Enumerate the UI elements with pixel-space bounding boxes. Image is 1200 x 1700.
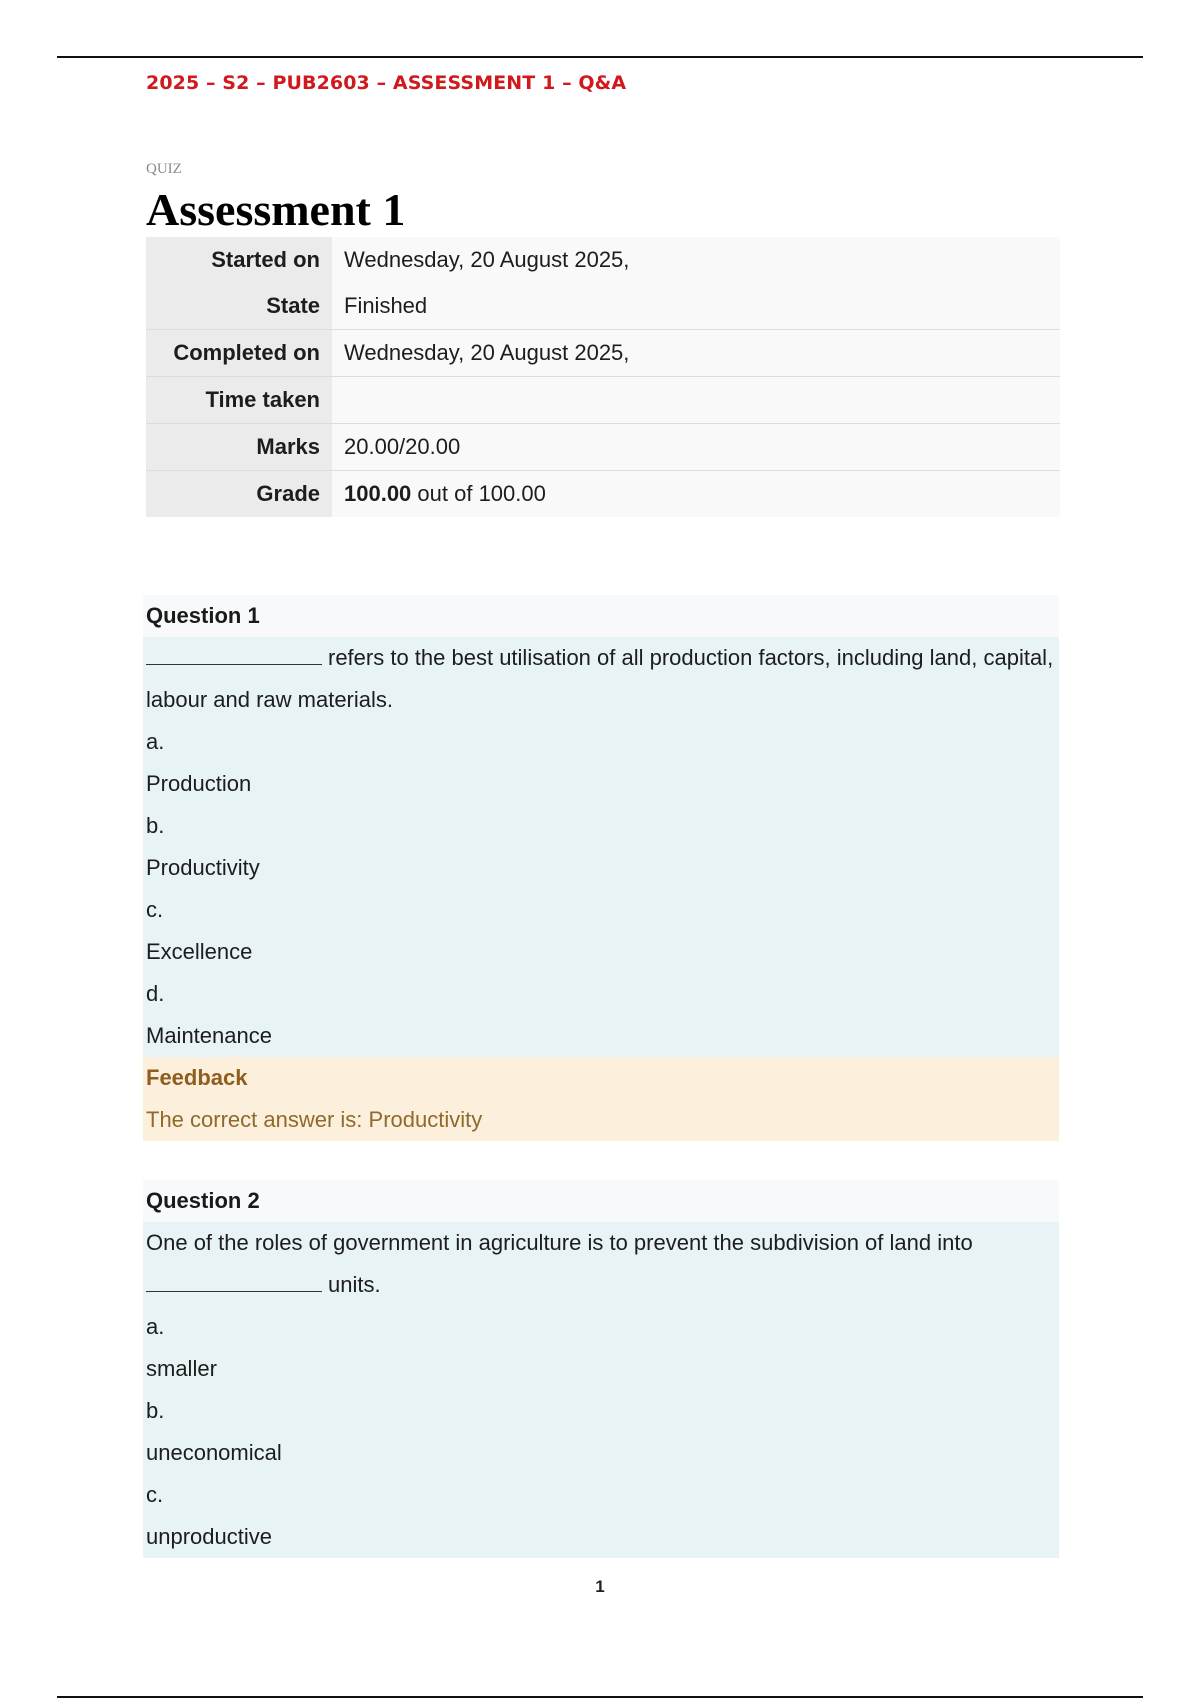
summary-label: Started on (146, 237, 332, 283)
summary-value: Wednesday, 20 August 2025, (332, 330, 1060, 377)
question-text (146, 637, 1056, 721)
option-letter: c. (146, 1482, 164, 1507)
option-letter: d. (146, 981, 165, 1006)
answer-blank (146, 1269, 322, 1292)
question-text (146, 1222, 1056, 1306)
question-stem: refers to the best utilisation of all production factors, including land, capital, labour and raw materials. (146, 645, 1054, 712)
answer-blank (146, 642, 322, 665)
question-1 (143, 595, 1059, 1141)
option-letter: a. (146, 1314, 165, 1339)
summary-row-state (146, 283, 1060, 330)
summary-value: Wednesday, 20 August 2025, (332, 237, 1060, 283)
summary-label: State (146, 283, 332, 330)
quiz-label: QUIZ (146, 161, 182, 177)
option-letter: b. (146, 813, 165, 838)
summary-label: Marks (146, 424, 332, 471)
grade-score: 100.00 (344, 481, 412, 506)
option-text: Production (146, 771, 252, 796)
document-header: 2025 – S2 – PUB2603 – ASSESSMENT 1 – Q&A (146, 72, 627, 94)
summary-label: Grade (146, 471, 332, 518)
attempt-summary-table (146, 237, 1060, 517)
summary-value: Finished (332, 283, 1060, 330)
option-letter: a. (146, 729, 165, 754)
top-rule (57, 56, 1143, 58)
summary-row-started (146, 237, 1060, 283)
summary-row-time-taken (146, 377, 1060, 424)
summary-row-completed (146, 330, 1060, 377)
feedback-panel (143, 1057, 1059, 1141)
summary-value (332, 471, 1060, 518)
summary-row-marks (146, 424, 1060, 471)
option-text: smaller (146, 1356, 217, 1381)
option-text: Excellence (146, 939, 253, 964)
page-number: 1 (595, 1577, 605, 1596)
option-letter: c. (146, 897, 164, 922)
feedback-title: Feedback (146, 1065, 248, 1090)
page-title: Assessment 1 (146, 184, 406, 235)
option-text: Productivity (146, 855, 260, 880)
option-text: Maintenance (146, 1023, 272, 1048)
summary-row-grade (146, 471, 1060, 518)
summary-value: 20.00/20.00 (332, 424, 1060, 471)
question-body (143, 637, 1059, 1057)
option-text: unproductive (146, 1524, 272, 1549)
feedback-text: The correct answer is: Productivity (146, 1107, 483, 1132)
question-heading: Question 1 (143, 595, 1059, 637)
summary-value (332, 377, 1060, 424)
option-letter: b. (146, 1398, 165, 1423)
question-2 (143, 1180, 1059, 1558)
question-heading: Question 2 (143, 1180, 1059, 1222)
question-stem: One of the roles of government in agriculture is to prevent the subdivision of land into (146, 1230, 973, 1255)
question-body (143, 1222, 1059, 1558)
bottom-rule (57, 1696, 1143, 1698)
option-text: uneconomical (146, 1440, 282, 1465)
summary-label: Completed on (146, 330, 332, 377)
grade-out-of: out of 100.00 (411, 481, 546, 506)
summary-label: Time taken (146, 377, 332, 424)
question-stem-end: units. (328, 1272, 381, 1297)
